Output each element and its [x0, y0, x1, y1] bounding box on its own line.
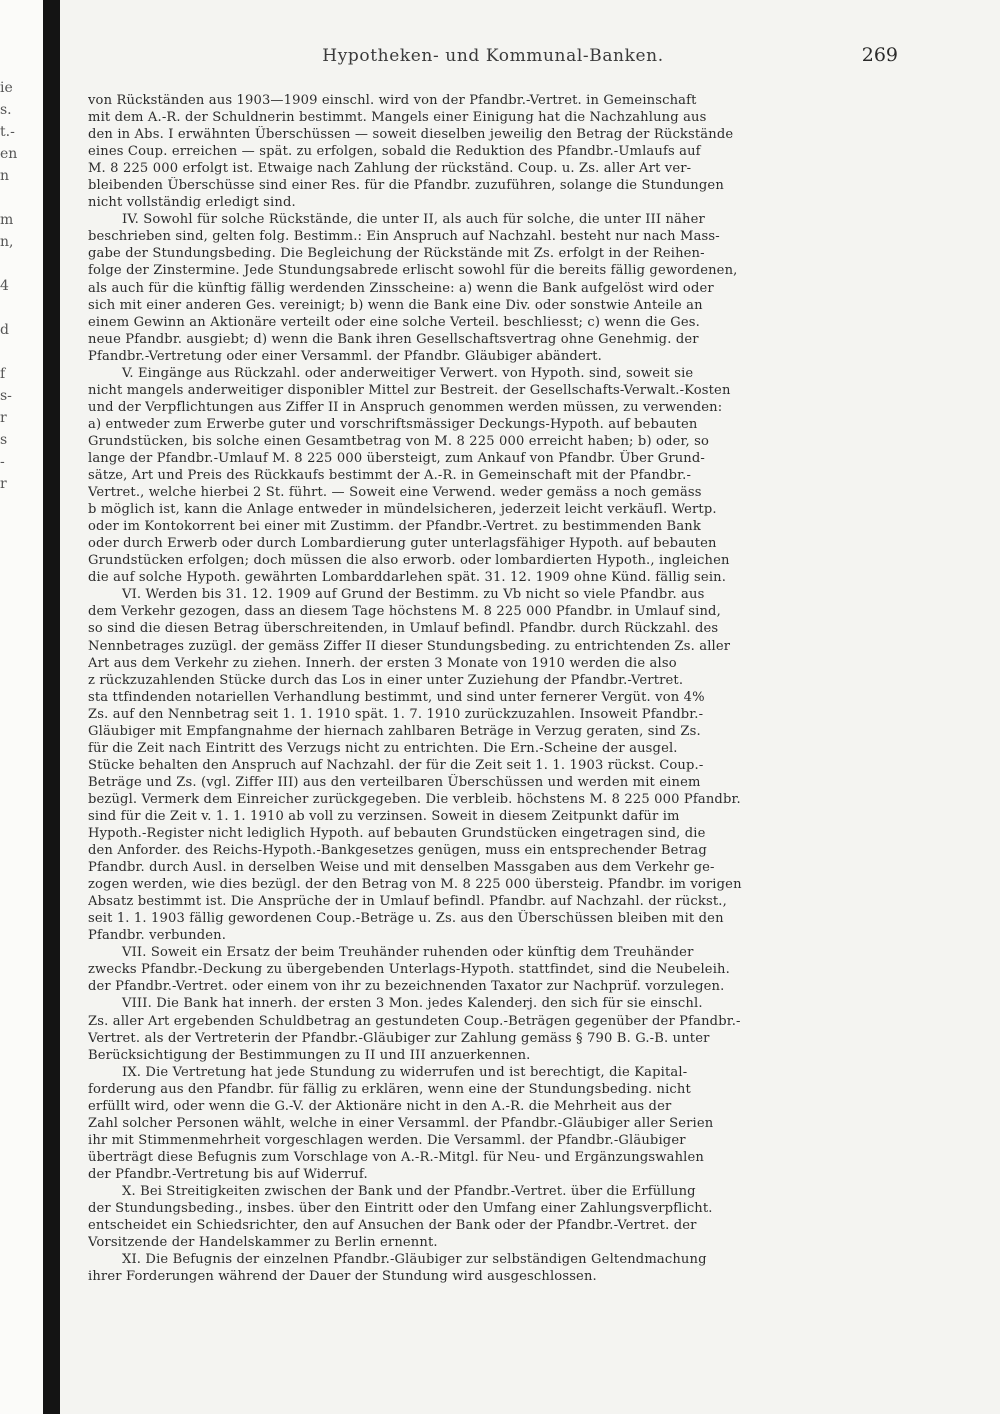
text-line: nicht mangels anderweitiger disponibler Mittel zur Bestreit. der Gesellschafts-Verwalt.-Kosten: [88, 382, 731, 398]
text-line: von Rückständen aus 1903—1909 einschl. wird von der Pfandbr.-Vertret. in Gemeinschaft: [88, 93, 697, 108]
margin-fragment: ie: [0, 80, 13, 96]
text-line: Zs. aller Art ergebenden Schuldbetrag an gestundeten Coup.-Beträgen gegenüber der Pfandbr.-: [88, 1013, 741, 1029]
text-line: Hypoth.-Register nicht lediglich Hypoth. auf bebauten Grundstücken eingetragen sind, die: [88, 826, 706, 842]
text-line: den Anforder. des Reichs-Hypoth.-Bankgesetzes genügen, muss ein entsprechender Betrag: [88, 843, 707, 859]
text-line: IX. Die Vertretung hat jede Stundung zu widerrufen und ist berechtigt, die Kapital-: [122, 1064, 688, 1080]
margin-fragment: en: [0, 146, 18, 162]
text-line: für die Zeit nach Eintritt des Verzugs nicht zu entrichten. Die Ern.-Scheine der ausgel.: [88, 740, 678, 756]
text-line: sind für die Zeit v. 1. 1. 1910 ab voll zu verzinsen. Soweit in diesem Zeitpunkt dafür im: [88, 808, 680, 824]
margin-fragment: d: [0, 322, 9, 338]
text-line: nicht vollständig erledigt sind.: [88, 195, 296, 211]
margin-fragment: m: [0, 212, 14, 228]
text-line: XI. Die Befugnis der einzelnen Pfandbr.-Gläubiger zur selbständigen Geltendmachung: [122, 1252, 707, 1268]
text-line: seit 1. 1. 1903 fällig gewordenen Coup.-Beträge u. Zs. aus den Überschüssen bleiben mit den: [88, 911, 724, 927]
margin-fragment: n,: [0, 234, 14, 250]
text-line: entscheidet ein Schiedsrichter, den auf Ansuchen der Bank oder der Pfandbr.-Vertret. der: [88, 1218, 697, 1234]
margin-fragment: [0, 342, 40, 364]
text-line: Zs. auf den Nennbetrag seit 1. 1. 1910 spät. 1. 7. 1910 zurückzuzahlen. Insoweit Pfandbr.-: [88, 706, 704, 722]
text-line: sich mit einer anderen Ges. vereinigt; b) wenn die Bank eine Div. oder sonstwie Anteile an: [88, 297, 703, 313]
text-line: als auch für die künftig fällig werdenden Zinsscheine: a) wenn die Bank aufgelöst wird oder: [88, 280, 714, 296]
text-line: folge der Zinstermine. Jede Stundungsabrede erlischt sowohl für die bereits fällig gewordenen,: [88, 263, 738, 279]
text-line: Berücksichtigung der Bestimmungen zu II und III anzuerkennen.: [88, 1047, 531, 1063]
text-line: so sind die diesen Betrag überschreitenden, in Umlauf befindl. Pfandbr. durch Rückzahl. des: [88, 621, 719, 637]
text-line: beschrieben sind, gelten folg. Bestimm.: Ein Anspruch auf Nachzahl. besteht nur nach Mass-: [88, 229, 720, 245]
text-line: oder im Kontokorrent bei einer mit Zustimm. der Pfandbr.-Vertret. zu bestimmenden Bank: [88, 519, 701, 535]
text-line: Grundstücken erfolgen; doch müssen die also erworb. oder lombardierten Hypoth., ingleichen: [88, 553, 730, 569]
margin-fragment: [0, 254, 40, 276]
text-line: Grundstücken, bis solche einen Gesamtbetrag von M. 8 225 000 erreicht haben; b) oder, so: [88, 433, 709, 449]
margin-fragment: [0, 188, 40, 210]
text-line: oder durch Erwerb oder durch Lombardierung guter unterlagsfähiger Hypoth. auf bebauten: [88, 536, 717, 552]
text-line: sätze, Art und Preis des Rückkaufs bestimmt der A.-R. in Gemeinschaft mit der Pfandbr.-: [88, 468, 692, 484]
text-line: bleibenden Überschüsse sind einer Res. für die Pfandbr. zuzuführen, solange die Stundungen: [88, 178, 724, 194]
text-line: Pfandbr. verbunden.: [88, 928, 227, 944]
text-line: X. Bei Streitigkeiten zwischen der Bank und der Pfandbr.-Vertret. über die Erfüllung: [122, 1184, 696, 1199]
text-line: dem Verkehr gezogen, dass an diesem Tage höchstens M. 8 225 000 Pfandbr. in Umlauf sind,: [88, 604, 721, 620]
text-line: erfüllt wird, oder wenn die G.-V. der Aktionäre nicht in den A.-R. die Mehrheit aus der: [88, 1098, 672, 1114]
text-line: VI. Werden bis 31. 12. 1909 auf Grund der Bestimm. zu Vb nicht so viele Pfandbr. aus: [122, 587, 705, 603]
text-line: zwecks Pfandbr.-Deckung zu übergebenden Unterlags-Hypoth. stattfindet, sind die Neubeleih.: [88, 962, 730, 978]
margin-fragment: n: [0, 168, 10, 184]
margin-fragment: [0, 298, 40, 320]
text-line: Zahl solcher Personen wählt, welche in einer Versamml. der Pfandbr.-Gläubiger aller Serien: [88, 1115, 714, 1131]
text-line: eines Coup. erreichen — spät. zu erfolgen, sobald die Reduktion des Pfandbr.-Umlaufs auf: [88, 144, 701, 160]
text-line: IV. Sowohl für solche Rückstände, die unter II, als auch für solche, die unter III näher: [122, 212, 705, 228]
text-line: a) entweder zum Erwerbe guter und vorschriftsmässiger Deckungs-Hypoth. auf bebauten: [88, 416, 698, 432]
text-line: V. Eingänge aus Rückzahl. oder anderweitiger Verwert. von Hypoth. sind, soweit sie: [122, 365, 694, 381]
text-line: die auf solche Hypoth. gewährten Lombarddarlehen spät. 31. 12. 1909 ohne Künd. fällig sein.: [88, 570, 727, 586]
text-line: mit dem A.-R. der Schuldnerin bestimmt. Mangels einer Einigung hat die Nachzahlung aus: [88, 110, 707, 126]
text-line: Pfandbr. durch Ausl. in derselben Weise und mit denselben Massgaben aus dem Verkehr ge-: [88, 860, 715, 876]
text-line: Vorsitzende der Handelskammer zu Berlin ernennt.: [88, 1235, 438, 1251]
text-line: Nennbetrages zuzügl. der gemäss Ziffer II dieser Stundungsbeding. zu entrichtenden Zs. aller: [88, 638, 731, 654]
book-binding-gutter: [43, 0, 60, 1414]
page-number: 269: [861, 44, 898, 66]
text-line: gabe der Stundungsbeding. Die Begleichung der Rückstände mit Zs. erfolgt in der Reihen-: [88, 246, 705, 262]
margin-fragment: 4: [0, 278, 9, 294]
text-line: neue Pfandbr. ausgiebt; d) wenn die Bank ihren Gesellschaftsvertrag ohne Genehmig. der: [88, 331, 699, 347]
margin-fragment: r: [0, 410, 7, 426]
margin-fragment: s.: [0, 102, 12, 118]
text-line: ihr mit Stimmenmehrheit vorgeschlagen werden. Die Versamml. der Pfandbr.-Gläubiger: [88, 1132, 686, 1148]
text-line: der Stundungsbeding., insbes. über den Eintritt oder den Umfang einer Zahlungsverpflicht.: [88, 1201, 713, 1217]
text-line: überträgt diese Befugnis zum Vorschlage von A.-R.-Mitgl. für Neu- und Ergänzungswahlen: [88, 1149, 704, 1165]
text-line: Art aus dem Verkehr zu ziehen. Innerh. der ersten 3 Monate von 1910 werden die also: [88, 655, 677, 671]
text-line: und der Verpflichtungen aus Ziffer II in Anspruch genommen werden müssen, zu verwenden:: [88, 399, 723, 415]
text-line: Pfandbr.-Vertretung oder einer Versamml. der Pfandbr. Gläubiger abändert.: [88, 348, 602, 364]
text-line: zogen werden, wie dies bezügl. der den Betrag von M. 8 225 000 übersteig. Pfandbr. im vorigen: [88, 877, 742, 893]
text-line: der Pfandbr.-Vertret. oder einem von ihr zu bezeichnenden Taxator zur Nachprüf. vorzulegen.: [88, 979, 725, 995]
page-header: [88, 44, 898, 74]
text-line: bezügl. Vermerk dem Einreicher zurückgegeben. Die verbleib. höchstens M. 8 225 000 Pfandbr.: [88, 791, 741, 807]
margin-fragment: -: [0, 454, 5, 470]
text-line: Stücke behalten den Anspruch auf Nachzahl. der für die Zeit seit 1. 1. 1903 rückst. Coup.-: [88, 757, 704, 773]
text-line: VII. Soweit ein Ersatz der beim Treuhänder ruhenden oder künftig dem Treuhänder: [122, 945, 694, 961]
text-line: ihrer Forderungen während der Dauer der Stundung wird ausgeschlossen.: [88, 1269, 597, 1285]
text-line: den in Abs. I erwähnten Überschüssen — soweit dieselben jeweilig den Betrag der Rückstände: [88, 127, 734, 143]
margin-fragment: r: [0, 476, 7, 492]
text-line: Vertret. als der Vertreterin der Pfandbr.-Gläubiger zur Zahlung gemäss § 790 B. G.-B. unter: [88, 1030, 710, 1046]
text-line: sta ttfindenden notariellen Verhandlung bestimmt, und sind unter fernerer Vergüt. von 4%: [88, 689, 705, 705]
text-line: z rückzuzahlenden Stücke durch das Los in einer unter Zuziehung der Pfandbr.-Vertret.: [88, 672, 684, 688]
text-line: b möglich ist, kann die Anlage entweder in mündelsicheren, jederzeit leicht verkäufl. Wertp.: [88, 502, 717, 518]
text-line: Gläubiger mit Empfangnahme der hiernach zahlbaren Beträge in Verzug geraten, sind Zs.: [88, 723, 701, 739]
text-line: M. 8 225 000 erfolgt ist. Etwaige nach Zahlung der rückständ. Coup. u. Zs. aller Art ver-: [88, 161, 692, 177]
margin-fragment: f: [0, 366, 6, 382]
body-text: [88, 92, 898, 1285]
text-line: Absatz bestimmt ist. Die Ansprüche der in Umlauf befindl. Pfandbr. auf Nachzahl. der rückst.,: [88, 894, 727, 910]
text-line: Beträge und Zs. (vgl. Ziffer III) aus den verteilbaren Überschüssen und werden mit einem: [88, 774, 701, 790]
text-line: VIII. Die Bank hat innerh. der ersten 3 Mon. jedes Kalenderj. den sich für sie einschl.: [122, 996, 703, 1012]
text-line: einem Gewinn an Aktionäre verteilt oder eine solche Verteil. beschliesst; c) wenn die Ges.: [88, 314, 700, 330]
text-line: lange der Pfandbr.-Umlauf M. 8 225 000 übersteigt, zum Ankauf von Pfandbr. Über Grund-: [88, 450, 706, 466]
running-title: Hypotheken- und Kommunal-Banken.: [322, 46, 664, 66]
margin-fragment: s: [0, 432, 8, 448]
facing-page-fragments: [0, 78, 40, 496]
text-line: Vertret., welche hierbei 2 St. führt. — Soweit eine Verwend. weder gemäss a noch gemäss: [88, 485, 702, 501]
margin-fragment: t.-: [0, 124, 15, 140]
text-line: der Pfandbr.-Vertretung bis auf Widerruf.: [88, 1166, 368, 1182]
text-line: forderung aus den Pfandbr. für fällig zu erklären, wenn eine der Stundungsbeding. nicht: [88, 1081, 691, 1097]
margin-fragment: s-: [0, 388, 12, 404]
